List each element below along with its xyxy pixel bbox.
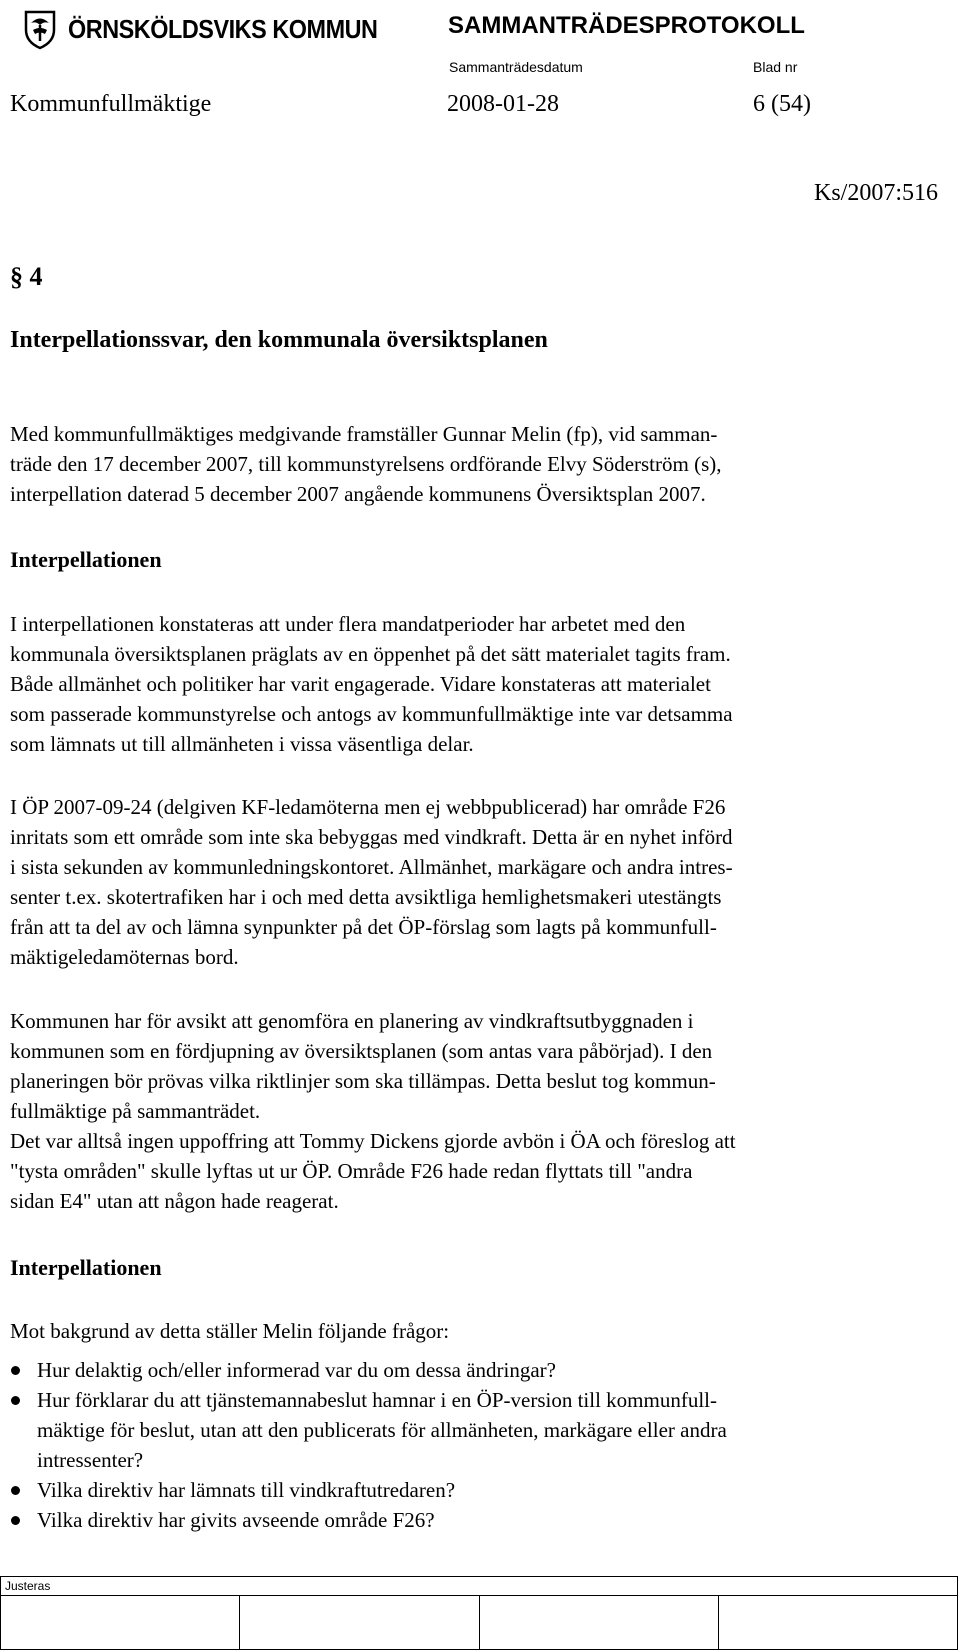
municipality-name: ÖRNSKÖLDSVIKS KOMMUN [68,13,378,44]
text-line: träde den 17 december 2007, till kommunstyrelsens ordförande Elvy Söderström (s), [10,452,722,476]
bullet-icon [11,1516,20,1525]
text-line: Vilka direktiv har givits avseende område F26? [37,1508,435,1532]
text-line: Det var alltså ingen uppoffring att Tommy Dickens gjorde avbön i ÖA och föreslog att [10,1129,736,1153]
bullet-icon [11,1486,20,1495]
paragraph-op-2007 [10,792,940,972]
text-line: Både allmänhet och politiker har varit engagerade. Vidare konstateras att materialet [10,672,711,696]
document-type: SAMMANTRÄDESPROTOKOLL [448,12,805,39]
signature-cell [240,1596,479,1650]
text-line: senter t.ex. skotertrafiken har i och med detta avsiktliga hemlighetsmakeri utestängts [10,885,722,909]
list-item [10,1355,727,1385]
justeras-label: Justeras [1,1577,958,1596]
page-number: 6 (54) [753,91,811,117]
text-line: som lämnats ut till allmänheten i vissa väsentliga delar. [10,732,474,756]
text-line: kommunala översiktsplanen präglats av en öppenhet på det sätt materialet tagits fram. [10,642,731,666]
list-item [10,1505,727,1535]
meeting-date-label: Sammanträdesdatum [449,59,583,75]
subheading-interpellation-questions: Interpellationen [10,1255,162,1280]
bullet-icon [11,1396,20,1405]
meeting-body: Kommunfullmäktige [10,91,212,117]
signature-cell [479,1596,718,1650]
list-item [10,1385,727,1475]
text-line: intressenter? [37,1448,144,1472]
meeting-date: 2008-01-28 [447,91,559,117]
signature-cell [1,1596,240,1650]
text-line: kommunen som en fördjupning av översiktsplanen (som antas vara påbörjad). I den [10,1039,713,1063]
text-line: planeringen bör prövas vilka riktlinjer som ska tillämpas. Detta beslut tog kommun- [10,1069,716,1093]
case-number: Ks/2007:516 [813,180,938,206]
questions-intro [10,1316,940,1346]
intro-paragraph [10,419,940,509]
section-title: Interpellationssvar, den kommunala översiktsplanen [10,327,548,353]
bullet-icon [11,1366,20,1375]
text-line: inritats som ett område som inte ska bebyggas med vindkraft. Detta är en nyhet införd [10,825,733,849]
text-line: Kommunen har för avsikt att genomföra en planering av vindkraftsutbyggnaden i [10,1009,694,1033]
municipality-logo [18,8,412,50]
text-line: mäktige för beslut, utan att den publicerats för allmänheten, markägare eller andra [37,1418,727,1442]
text-line: Mot bakgrund av detta ställer Melin följande frågor: [10,1319,450,1343]
list-item [10,1475,727,1505]
text-line: "tysta områden" skulle lyftas ut ur ÖP. Område F26 hade redan flyttats till "andra [10,1159,693,1183]
text-line: sidan E4" utan att någon hade reagerat. [10,1189,339,1213]
text-line: interpellation daterad 5 december 2007 angående kommunens Översiktsplan 2007. [10,482,706,506]
coat-of-arms-icon [18,8,62,50]
text-line: fullmäktige på sammanträdet. [10,1099,261,1123]
paragraph-wind-planning [10,1006,940,1216]
text-line: Hur förklarar du att tjänstemannabeslut hamnar i en ÖP-version till kommunfull- [37,1388,717,1412]
paragraph-background [10,609,940,759]
text-line: från att ta del av och lämna synpunkter på det ÖP-förslag som lagts på kommunfull- [10,915,717,939]
text-line: mäktigeledamöternas bord. [10,945,239,969]
text-line: i sista sekunden av kommunledningskontoret. Allmänhet, markägare och andra intres- [10,855,733,879]
signature-cell [718,1596,957,1650]
section-number: § 4 [10,262,43,291]
justeras-table [0,1576,958,1650]
subheading-interpellation: Interpellationen [10,547,162,572]
text-line: I ÖP 2007-09-24 (delgiven KF-ledamöterna men ej webbpublicerad) har område F26 [10,795,726,819]
text-line: Vilka direktiv har lämnats till vindkraftutredaren? [37,1478,456,1502]
page-number-label: Blad nr [753,59,798,75]
text-line: som passerade kommunstyrelse och antogs av kommunfullmäktige inte var detsamma [10,702,733,726]
question-list [10,1355,727,1535]
text-line: Med kommunfullmäktiges medgivande framställer Gunnar Melin (fp), vid samman- [10,422,718,446]
text-line: Hur delaktig och/eller informerad var du om dessa ändringar? [37,1358,556,1382]
text-line: I interpellationen konstateras att under flera mandatperioder har arbetet med den [10,612,686,636]
